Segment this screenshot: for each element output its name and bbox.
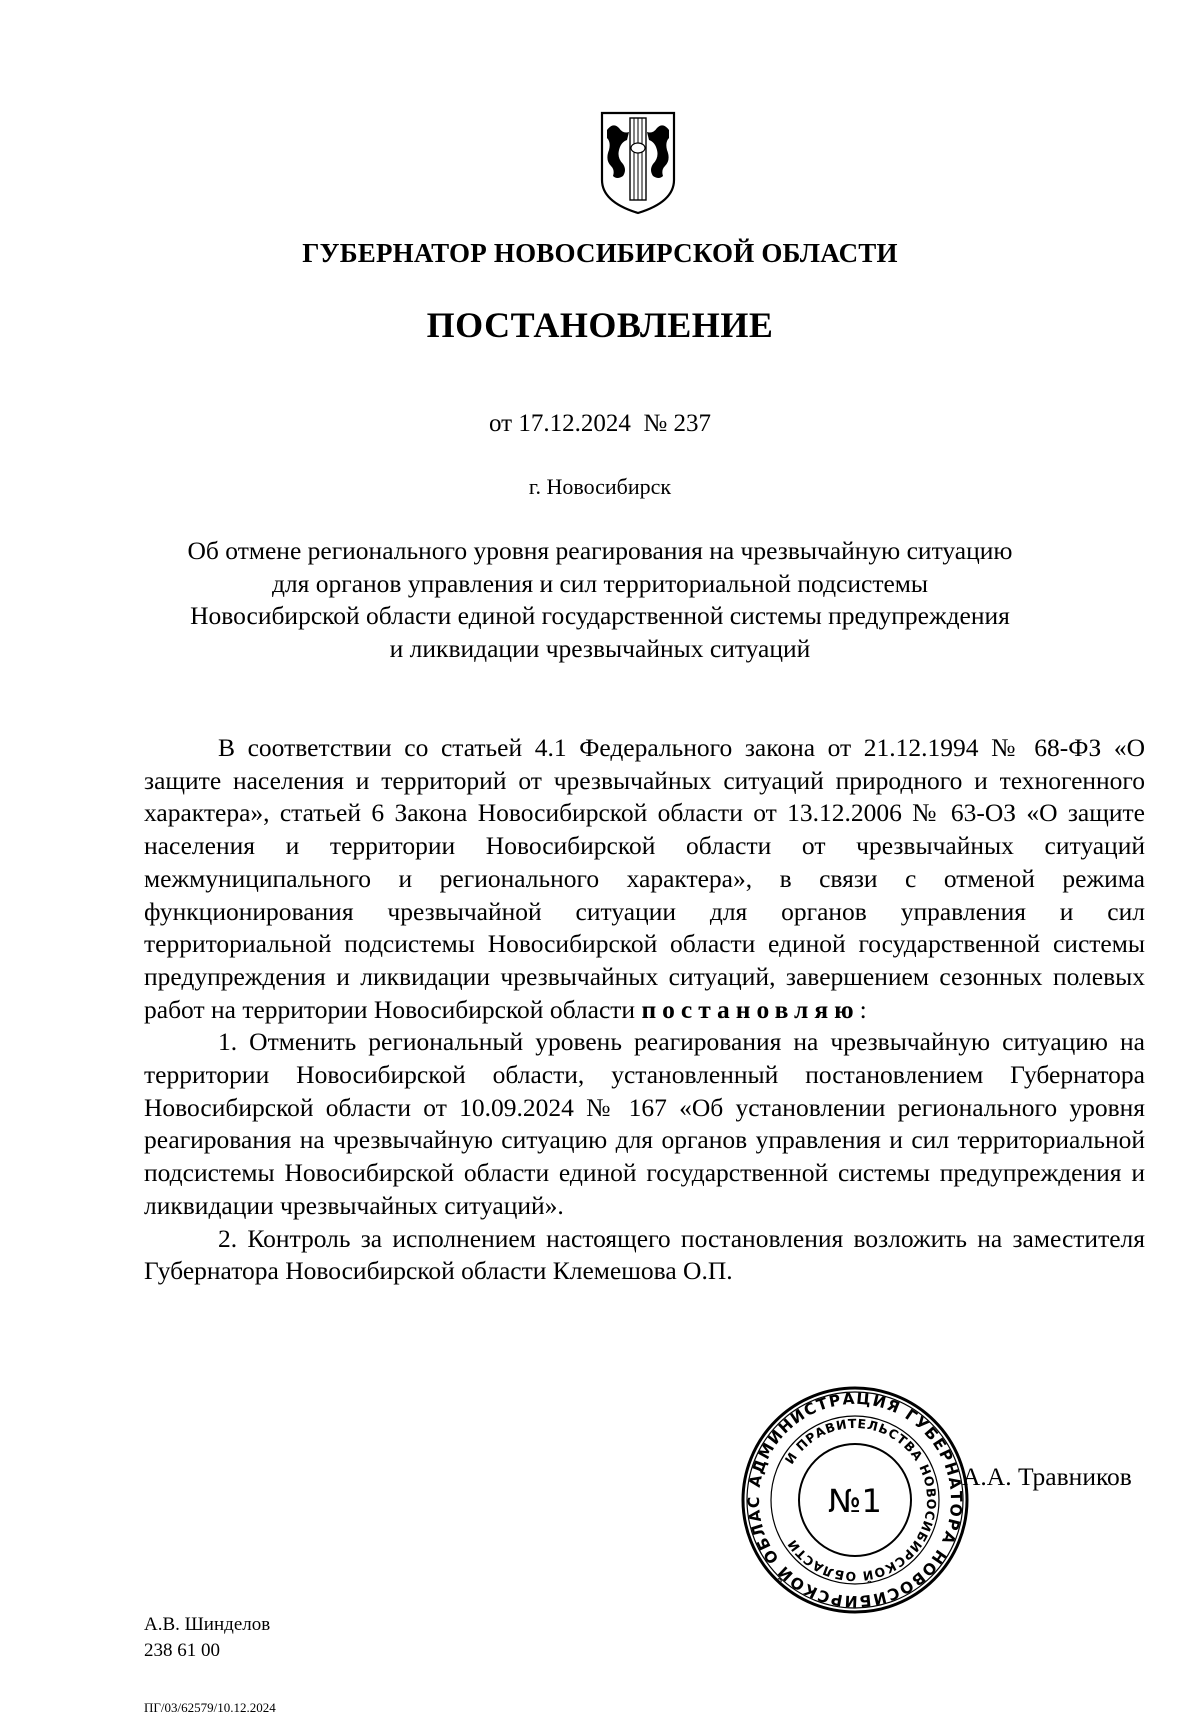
document-type-title: ПОСТАНОВЛЕНИЕ [426, 305, 774, 345]
decree-word: постановляю [641, 994, 860, 1024]
seal-number: №1 [828, 1482, 882, 1520]
decree-colon: : [859, 994, 867, 1024]
signatory-name: А.А. Травников [962, 1462, 1132, 1491]
document-subject [0, 535, 1200, 665]
seal-outer-text: АДМИНИСТРАЦИЯ ГУБЕРНАТОРА НОВОСИБИРСКОЙ ОБЛАС [744, 1389, 966, 1611]
executor-name: А.В. Шинделов [144, 1614, 271, 1635]
seal-inner-text: И ПРАВИТЕЛЬСТВА НОВОСИБИРСКОЙ ОБЛАСТИ [781, 1415, 940, 1585]
preamble-paragraph [144, 732, 1145, 1026]
document-date-number: от 17.12.2024 № 237 [489, 410, 711, 437]
official-seal [740, 1385, 970, 1615]
subject-line: Об отмене регионального уровня реагирования на чрезвычайную ситуацию [187, 536, 1013, 565]
decree-item-2: 2. Контроль за исполнением настоящего постановления возложить на заместителя Губернатора Новосибирской области Клемешова О.П. [144, 1223, 1145, 1286]
coat-of-arms-icon [599, 110, 677, 216]
preamble-text: В соответствии со статьей 4.1 Федерального закона от 21.12.1994 № 68-ФЗ «О защите населения и территорий от чрезвычайных ситуаций природного и техногенного характера», статьей 6 Закона Новосибирской области от 13.12.2006 № 63-ОЗ «О защите населения и территории Новосибирской области от чрезвычайных ситуаций межмуниципального и регионального характера», в связи с отменой режима функционирования чрезвычайной ситуации для органов управления и сил территориальной подсистемы Новосибирской области единой государственной системы предупреждения и ликвидации чрезвычайных ситуаций, завершением сезонных полевых работ на территории Новосибирской области [144, 733, 1145, 1024]
document-body [144, 732, 1145, 1288]
subject-line: и ликвидации чрезвычайных ситуаций [389, 633, 811, 663]
issuing-authority: ГУБЕРНАТОР НОВОСИБИРСКОЙ ОБЛАСТИ [302, 238, 898, 268]
registration-code: ПГ/03/62579/10.12.2024 [144, 1700, 276, 1715]
decree-item-1: 1. Отменить региональный уровень реагирования на чрезвычайную ситуацию на территории Новосибирской области, установленный постановлением Губернатора Новосибирской области от 10.09.2024 № 167 «Об установлении регионального уровня реагирования на чрезвычайную ситуацию для органов управления и сил территориальной подсистемы Новосибирской области единой государственной системы предупреждения и ликвидации чрезвычайных ситуаций». [144, 1027, 1145, 1220]
subject-line: для органов управления и сил территориальной подсистемы [271, 568, 929, 598]
subject-line: Новосибирской области единой государственной системы предупреждения [190, 601, 1010, 630]
executor-phone: 238 61 00 [144, 1640, 220, 1661]
executor-block [144, 1612, 270, 1664]
document-city: г. Новосибирск [528, 474, 672, 499]
